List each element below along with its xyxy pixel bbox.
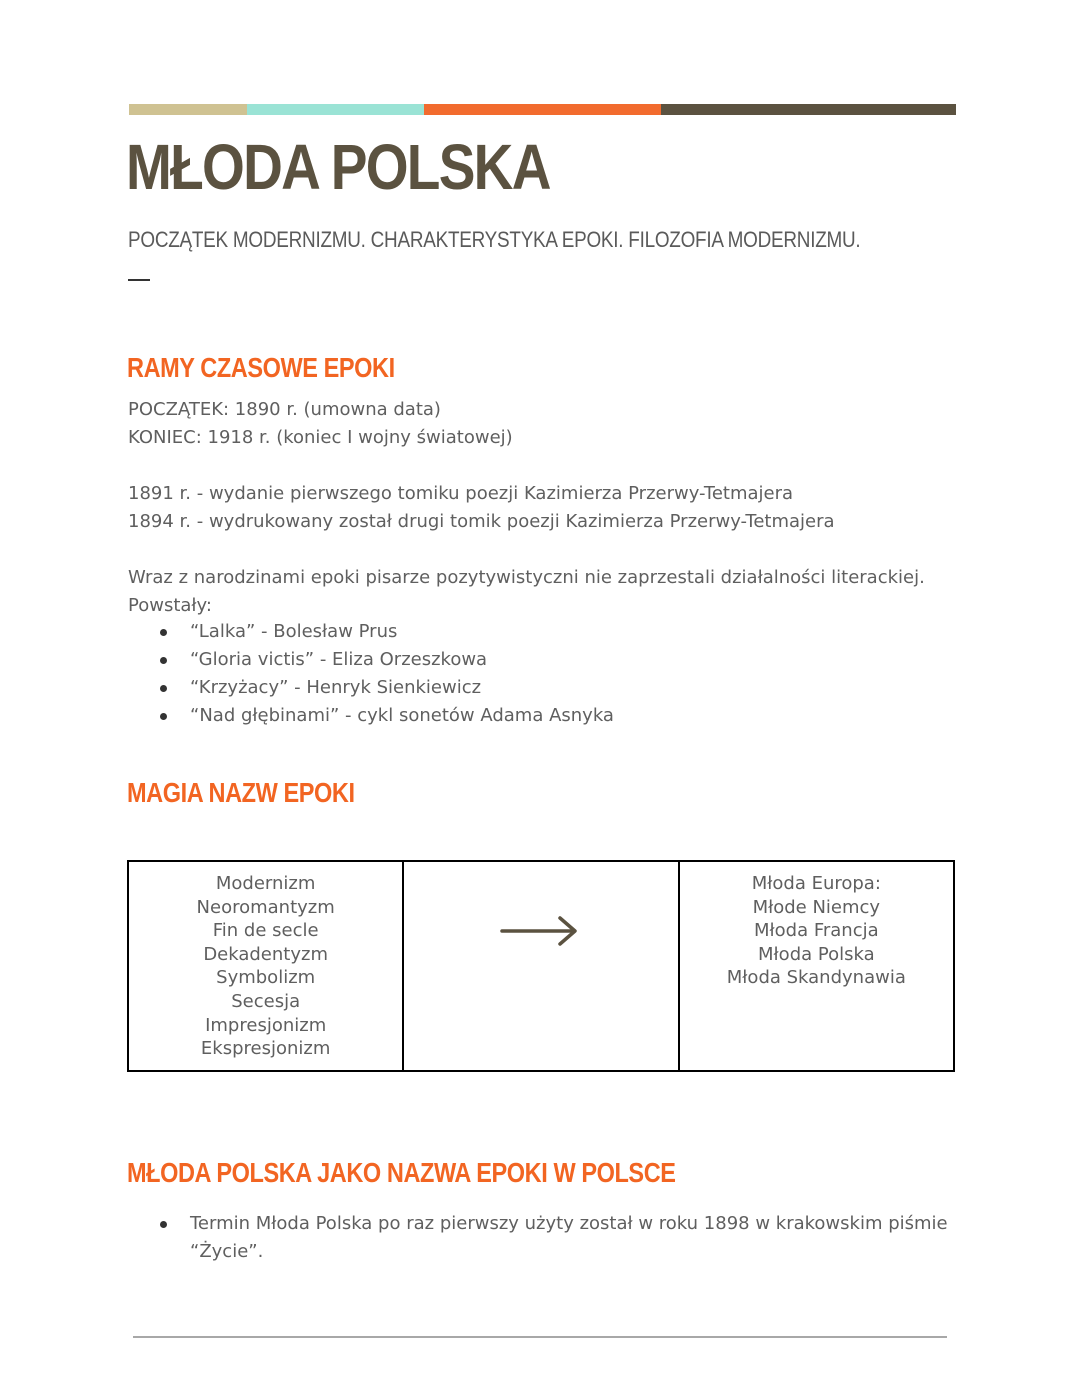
- paragraph-line-2: Powstały:: [128, 595, 212, 616]
- table-cell-arrow: [402, 862, 677, 1070]
- section-heading-ramy-czasowe: RAMY CZASOWE EPOKI: [127, 352, 395, 383]
- table-cell-line: Secesja: [231, 990, 301, 1012]
- list-item: “Krzyżacy” - Henryk Sienkiewicz: [128, 674, 614, 702]
- names-table: [127, 860, 955, 1072]
- event-1894: 1894 r. - wydrukowany został drugi tomik poezji Kazimierza Przerwy-Tetmajera: [128, 511, 835, 532]
- table-cell-line: Symbolizm: [216, 967, 316, 989]
- subtitle-dash: [128, 279, 150, 281]
- table-cell-line: Młoda Europa:: [751, 873, 881, 894]
- section-heading-mloda-polska-nazwa: MŁODA POLSKA JAKO NAZWA EPOKI W POLSCE: [127, 1157, 676, 1188]
- table-cell-line: Młode Niemcy: [752, 896, 881, 918]
- table-cell-line: Modernizm: [215, 873, 316, 894]
- table-cell-line: Młoda Skandynawia: [726, 967, 906, 989]
- paragraph-line-1: Wraz z narodzinami epoki pisarze pozytywistyczni nie zaprzestali działalności literackiej.: [128, 567, 925, 588]
- list-item: “Gloria victis” - Eliza Orzeszkowa: [128, 646, 614, 674]
- event-1891: 1891 r. - wydanie pierwszego tomiku poezji Kazimierza Przerwy-Tetmajera: [128, 483, 794, 504]
- list-item: “Lalka” - Bolesław Prus: [128, 618, 614, 646]
- epoch-end: KONIEC: 1918 r. (koniec I wojny światowej): [128, 427, 513, 448]
- document-title: MŁODA POLSKA: [126, 131, 550, 203]
- table-cell-line: Młoda Francja: [753, 920, 879, 942]
- footer-divider: [133, 1336, 947, 1338]
- document-subtitle: POCZĄTEK MODERNIZMU. CHARAKTERYSTYKA EPOKI. FILOZOFIA MODERNIZMU.: [128, 227, 861, 252]
- color-bar-segment-beige: [129, 104, 247, 115]
- decorative-color-bar: [129, 104, 956, 115]
- table-cell-line: Ekspresjonizm: [200, 1038, 331, 1060]
- color-bar-segment-brown: [661, 104, 956, 115]
- color-bar-segment-orange: [424, 104, 661, 115]
- color-bar-segment-teal: [247, 104, 424, 115]
- table-cell-line: Neoromantyzm: [196, 896, 335, 918]
- works-list: [128, 618, 614, 730]
- arrow-right-icon: [500, 914, 580, 948]
- table-cell-line: Młoda Polska: [758, 943, 875, 965]
- section-heading-magia-nazw: MAGIA NAZW EPOKI: [127, 777, 355, 808]
- term-list: [128, 1210, 950, 1266]
- table-cell-line: Fin de secle: [212, 920, 319, 942]
- epoch-start: POCZĄTEK: 1890 r. (umowna data): [128, 399, 441, 420]
- table-cell-epoch-names: [129, 862, 402, 1070]
- table-cell-line: Dekadentyzm: [203, 943, 328, 965]
- list-item: “Nad głębinami” - cykl sonetów Adama Asnyka: [128, 702, 614, 730]
- table-cell-young-movements: [678, 862, 953, 1070]
- table-cell-line: Impresjonizm: [205, 1014, 327, 1036]
- list-item: Termin Młoda Polska po raz pierwszy użyty został w roku 1898 w krakowskim piśmie “Życie”.: [128, 1210, 950, 1266]
